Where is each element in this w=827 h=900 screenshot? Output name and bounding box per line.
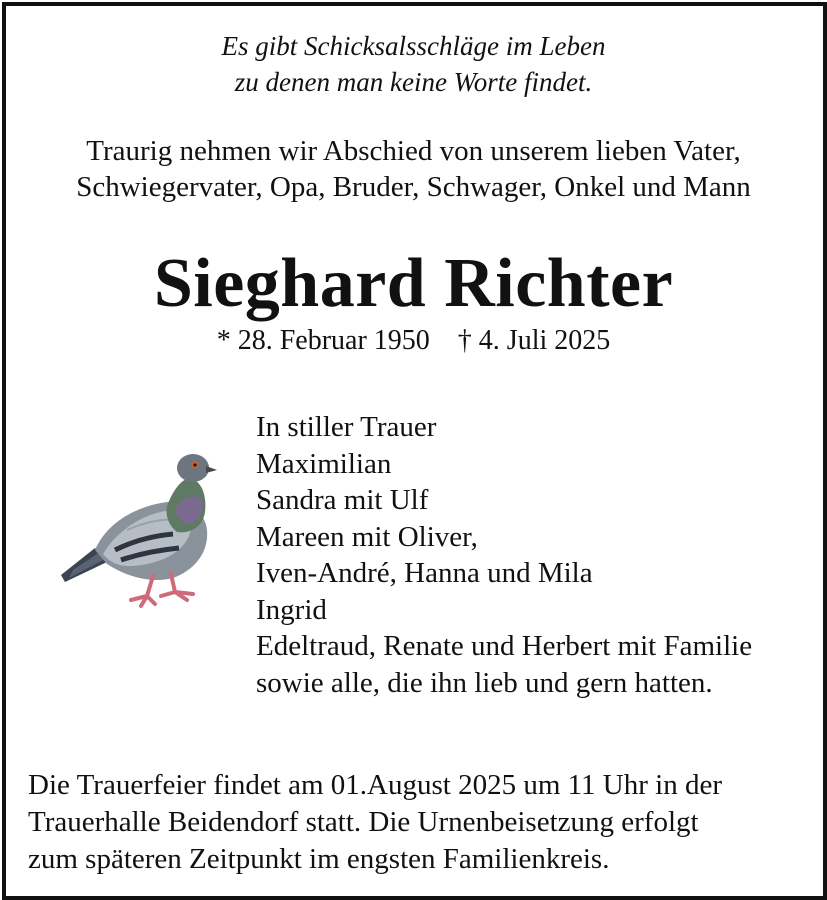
mourner-line: Mareen mit Oliver, [256, 520, 478, 553]
ceremony-line: Die Trauerfeier findet am 01.August 2025 um 11 Uhr in der [28, 769, 722, 801]
life-dates [0, 323, 827, 359]
deceased-name: Sieghard Richter [153, 245, 674, 322]
mourner-line: sowie alle, die ihn lieb und gern hatten. [256, 666, 713, 699]
pigeon-icon [55, 450, 220, 610]
quote-line-2: zu denen man keine Worte findet. [234, 67, 593, 97]
birth-date: * 28. Februar 1950 [216, 325, 430, 356]
death-date: † 4. Juli 2025 [457, 325, 611, 356]
mourner-line: In stiller Trauer [256, 411, 437, 443]
intro-line-2: Schwiegervater, Opa, Bruder, Schwager, Onkel und Mann [76, 171, 751, 203]
mourner-line: Sandra mit Ulf [256, 484, 429, 516]
mourners-list [256, 409, 821, 701]
intro-line-1: Traurig nehmen wir Abschied von unserem lieben Vater, [86, 135, 741, 167]
mourner-line: Ingrid [256, 593, 327, 626]
ceremony-line: Trauerhalle Beidendorf statt. Die Urnenbeisetzung erfolgt [28, 806, 699, 838]
ceremony-info [28, 767, 818, 878]
mourner-line: Maximilian [256, 447, 392, 480]
mourner-line: Iven-André, Hanna und Mila [256, 557, 593, 589]
quote-line-1: Es gibt Schicksalsschläge im Leben [221, 31, 606, 61]
ceremony-line: zum späteren Zeitpunkt im engsten Familienkreis. [28, 843, 610, 875]
mourner-line: Edeltraud, Renate und Herbert mit Familie [256, 630, 753, 662]
